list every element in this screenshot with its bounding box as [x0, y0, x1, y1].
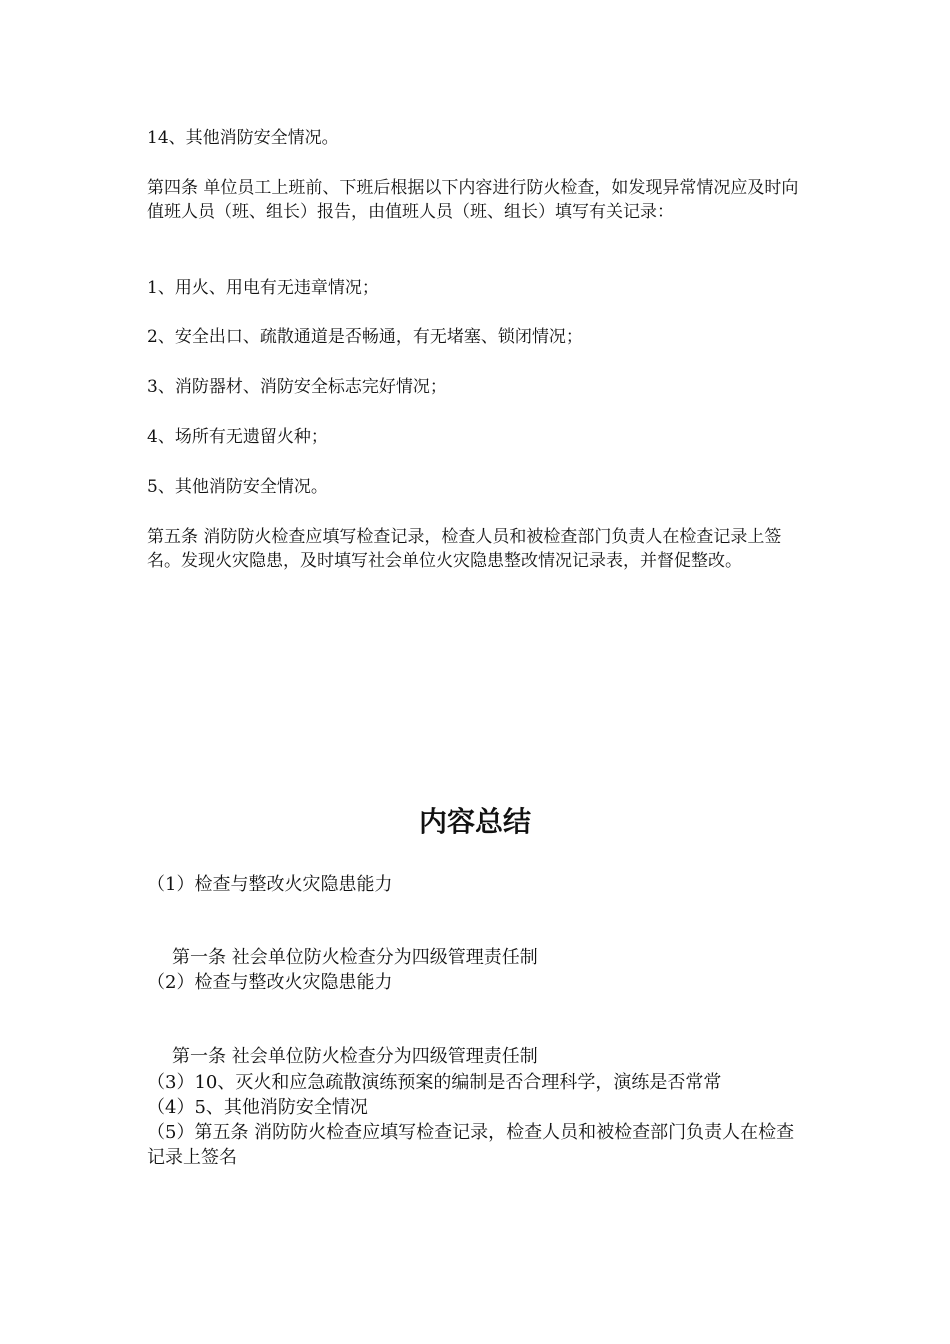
paragraph-item-4: 4、场所有无遗留火种； — [147, 427, 328, 447]
summary-line-6: （4）5、其他消防安全情况 — [147, 1097, 368, 1118]
paragraph-article-5: 第五条 消防防火检查应填写检查记录，检查人员和被检查部门负责人在检查记录上签名。发现火灾隐患，及时填写社会单位火灾隐患整改情况记录表，并督促整改。 — [147, 527, 782, 571]
summary-line-1: （1）检查与整改火灾隐患能力 — [147, 874, 393, 895]
summary-line-5: （3）10、灭火和应急疏散演练预案的编制是否合理科学，演练是否常常 — [147, 1072, 722, 1093]
paragraph-article-4: 第四条 单位员工上班前、下班后根据以下内容进行防火检查，如发现异常情况应及时向值班人员（班、组长）报告，由值班人员（班、组长）填写有关记录： — [147, 178, 799, 222]
paragraph-item-3: 3、消防器材、消防安全标志完好情况； — [147, 377, 447, 397]
summary-line-4: 第一条 社会单位防火检查分为四级管理责任制 — [172, 1046, 538, 1067]
paragraph-item-14: 14、其他消防安全情况。 — [147, 128, 339, 148]
paragraph-item-1: 1、用火、用电有无违章情况； — [147, 278, 379, 298]
summary-line-3: （2）检查与整改火灾隐患能力 — [147, 972, 393, 993]
paragraph-item-5: 5、其他消防安全情况。 — [147, 477, 328, 497]
summary-title: 内容总结 — [418, 805, 531, 838]
summary-line-7: （5）第五条 消防防火检查应填写检查记录，检查人员和被检查部门负责人在检查记录上签名 — [147, 1122, 795, 1168]
paragraph-item-2: 2、安全出口、疏散通道是否畅通，有无堵塞、锁闭情况； — [147, 327, 583, 347]
summary-line-2: 第一条 社会单位防火检查分为四级管理责任制 — [172, 947, 538, 968]
